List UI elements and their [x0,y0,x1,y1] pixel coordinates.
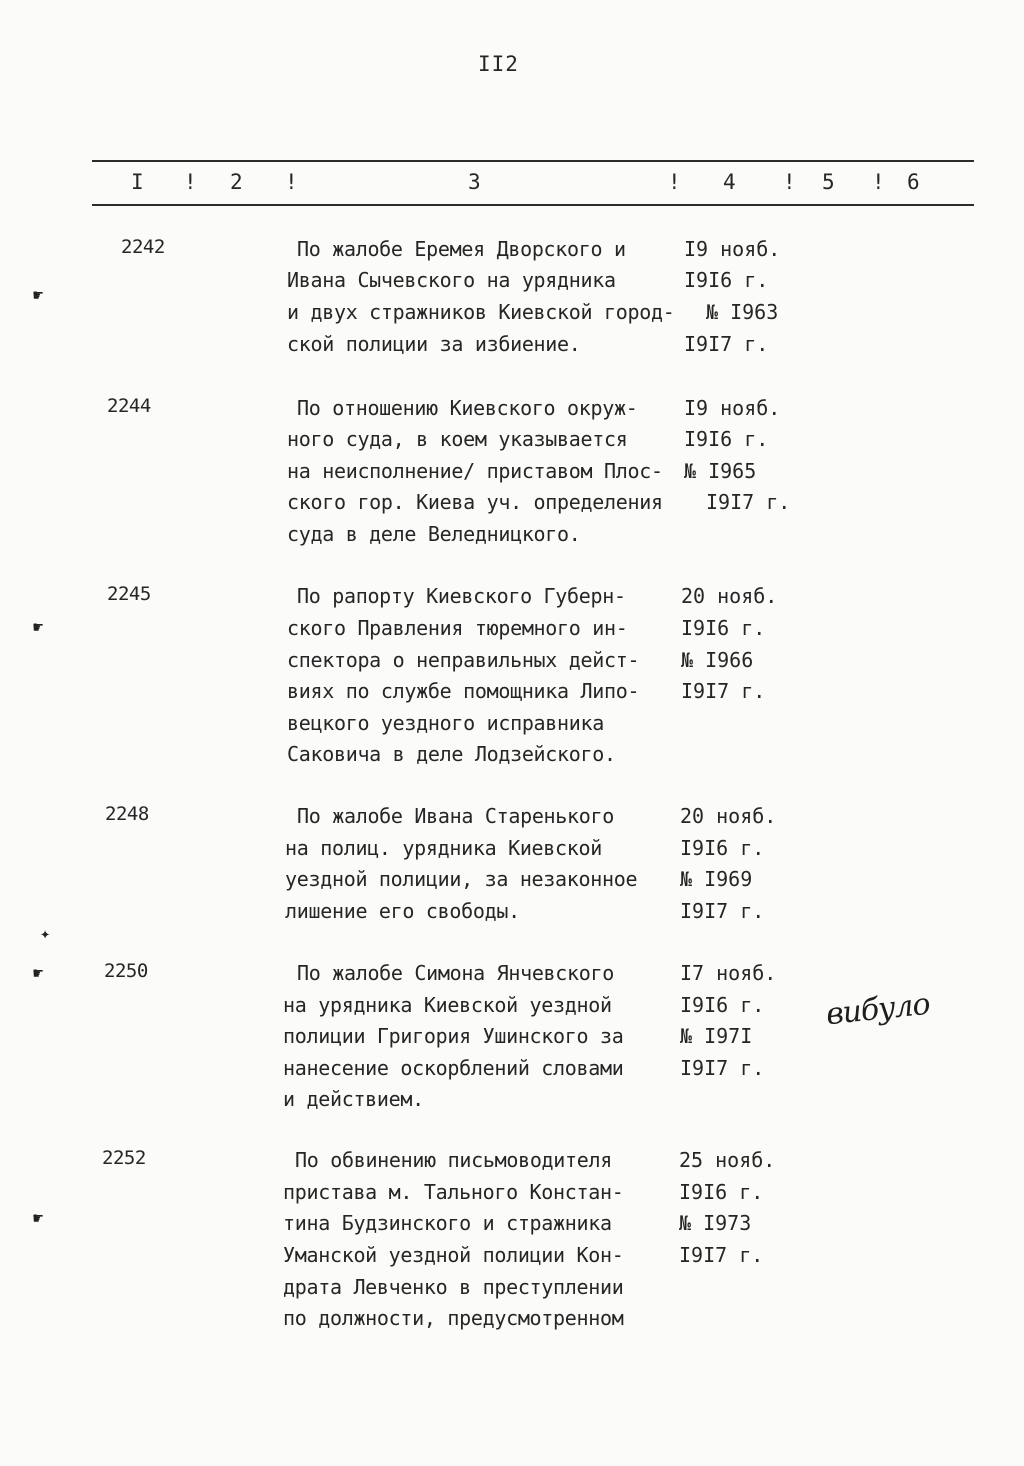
entry-text-line: По жалобе Еремея Дворского и [297,237,626,261]
column-separator: ! [184,170,197,194]
entry-text-line: ской полиции за избиение. [287,332,581,356]
entry-number: 2245 [107,583,151,605]
binding-hole-mark-icon: ☛ [33,286,44,306]
entry-text-line: на полиц. урядника Киевской [285,836,603,860]
column-header-3: 3 [468,170,481,194]
entry-text-line: По обвинению письмоводителя [295,1148,613,1172]
binding-hole-mark-icon: ☛ [33,1209,44,1229]
column-separator: ! [783,170,796,194]
entry-date-line: I9I6 г. [684,268,769,292]
entry-date-line: I9I7 г. [680,1056,765,1080]
entry-number: 2252 [102,1147,146,1169]
handwritten-note: вибуло [824,986,932,1033]
entry-text-line: и действием. [283,1087,424,1111]
entry-text-line: пристава м. Тального Констан- [283,1180,624,1204]
binding-hole-mark-icon: ☛ [33,618,44,638]
column-header-2: 2 [230,170,243,194]
entry-date-line: 20 нояб. [681,584,778,608]
entry-text-line: По отношению Киевского окруж- [297,396,638,420]
entry-date-line: I9I6 г. [680,993,765,1017]
column-header-4: 4 [723,170,736,194]
entry-date-line: I9I7 г. [684,332,769,356]
entry-number: 2248 [105,803,149,825]
entry-date-line: I9I7 г. [679,1243,764,1267]
entry-text-line: ского Правления тюремного ин- [287,616,628,640]
entry-date-line: 25 нояб. [679,1148,776,1172]
entry-date-line: 20 нояб. [680,804,777,828]
entry-text-line: и двух стражников Киевской город- [287,300,675,324]
entry-date-line: № I969 [680,867,753,891]
entry-text-line: на неисполнение/ приставом Плос- [287,459,663,483]
entry-text-line: Ивана Сычевского на урядника [287,268,616,292]
column-separator: ! [668,170,681,194]
entry-text-line: полиции Григория Ушинского за [283,1024,624,1048]
entry-text-line: лишение его свободы. [285,899,520,923]
column-header-6: 6 [907,170,920,194]
entry-date-line: I9 нояб. [684,396,781,420]
header-top-rule [92,160,974,162]
entry-text-line: нанесение оскорблений словами [283,1056,624,1080]
entry-text-line: Саковича в деле Лодзейского. [287,742,616,766]
entry-date-line: № I973 [679,1211,752,1235]
binding-hole-mark-icon: ☛ [33,964,44,984]
entry-number: 2250 [104,960,148,982]
entry-date-line: I9 нояб. [684,237,781,261]
entry-text-line: драта Левченко в преступлении [283,1275,624,1299]
entry-text-line: суда в деле Веледницкого. [287,522,581,546]
entry-date-line: I9I7 г. [681,679,766,703]
entry-text-line: вецкого уездного исправника [287,711,605,735]
entry-text-line: на урядника Киевской уездной [283,993,612,1017]
binding-hole-mark-icon: ✦ [40,924,51,944]
entry-text-line: уездной полиции, за незаконное [285,867,638,891]
entry-text-line: ского гор. Киева уч. определения [287,490,663,514]
entry-number: 2244 [107,395,151,417]
entry-date-line: I7 нояб. [680,961,777,985]
entry-text-line: Уманской уездной полиции Кон- [283,1243,624,1267]
column-header-5: 5 [822,170,835,194]
page-number: II2 [478,52,519,76]
entry-date-line: № I966 [681,648,754,672]
entry-date-line: № I965 [684,459,757,483]
entry-text-line: по должности, предусмотренном [283,1306,624,1330]
entry-date-line: I9I6 г. [679,1180,764,1204]
entry-date-line: № I97I [680,1024,753,1048]
entry-text-line: виях по службе помощника Липо- [287,679,640,703]
entry-date-line: I9I7 г. [680,899,765,923]
entry-text-line: тина Будзинского и стражника [283,1211,612,1235]
entry-text-line: спектора о неправильных дейст- [287,648,640,672]
entry-text-line: По жалобе Симона Янчевского [297,961,615,985]
entry-date-line: I9I6 г. [681,616,766,640]
entry-text-line: ного суда, в коем указывается [287,427,628,451]
column-header-1: I [131,170,144,194]
header-bottom-rule [92,204,974,206]
entry-text-line: По рапорту Киевского Губерн- [297,584,626,608]
entry-number: 2242 [121,236,165,258]
entry-date-line: I9I6 г. [680,836,765,860]
entry-text-line: По жалобе Ивана Старенького [297,804,615,828]
column-separator: ! [872,170,885,194]
column-separator: ! [285,170,298,194]
entry-date-line: I9I6 г. [684,427,769,451]
entry-date-line: № I963 [706,300,779,324]
entry-date-line: I9I7 г. [706,490,791,514]
